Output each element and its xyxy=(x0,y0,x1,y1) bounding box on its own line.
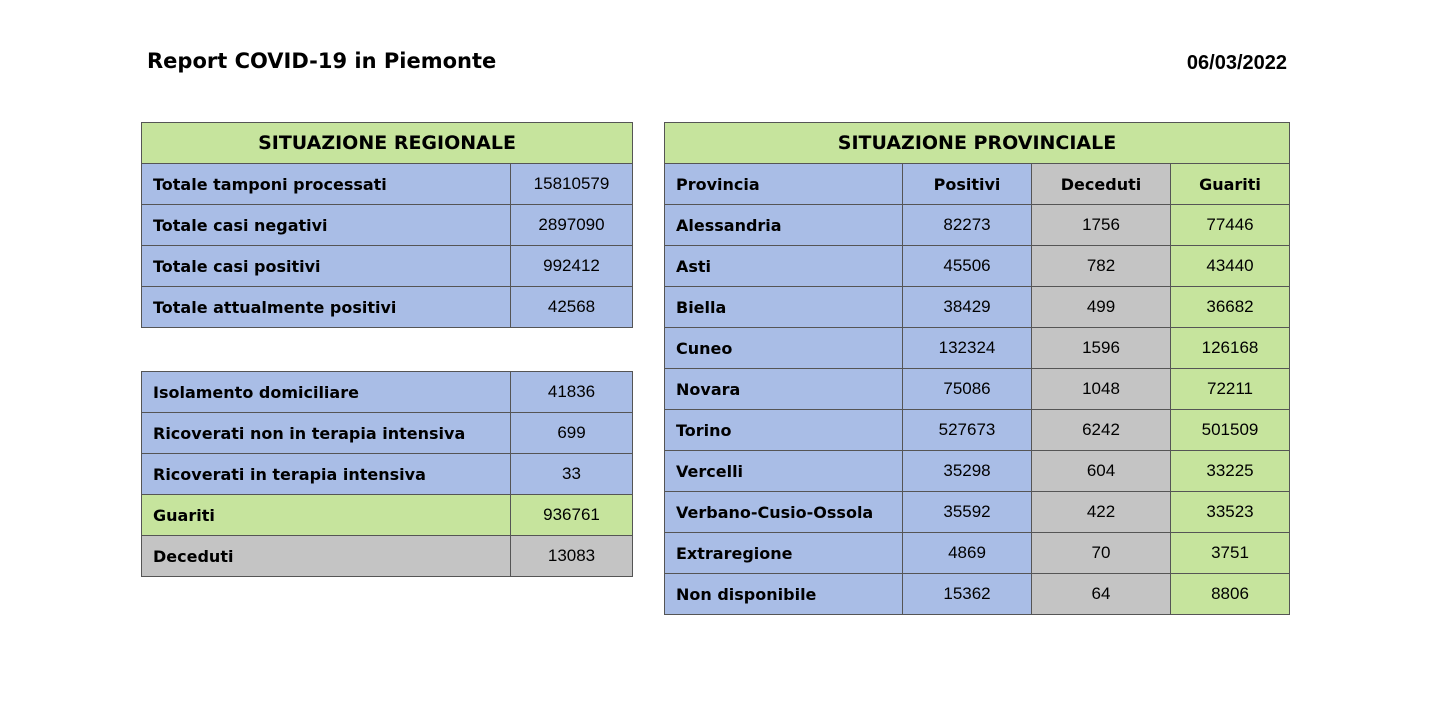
province-name: Asti xyxy=(665,246,903,287)
province-guariti: 501509 xyxy=(1171,410,1290,451)
province-name: Alessandria xyxy=(665,205,903,246)
province-name: Vercelli xyxy=(665,451,903,492)
province-deceduti: 64 xyxy=(1032,574,1171,615)
province-deceduti: 604 xyxy=(1032,451,1171,492)
province-name: Torino xyxy=(665,410,903,451)
province-positivi: 38429 xyxy=(903,287,1032,328)
province-deceduti: 6242 xyxy=(1032,410,1171,451)
column-header-guariti: Guariti xyxy=(1171,164,1290,205)
row-value: 33 xyxy=(511,454,633,495)
province-positivi: 15362 xyxy=(903,574,1032,615)
table-row xyxy=(665,246,1290,287)
provincial-table-title: SITUAZIONE PROVINCIALE xyxy=(665,123,1290,164)
table-row xyxy=(142,246,633,287)
table-row xyxy=(142,372,633,413)
column-header-row xyxy=(665,164,1290,205)
province-deceduti: 782 xyxy=(1032,246,1171,287)
row-value: 13083 xyxy=(511,536,633,577)
provincial-title-row xyxy=(665,123,1290,164)
province-name: Cuneo xyxy=(665,328,903,369)
province-deceduti: 422 xyxy=(1032,492,1171,533)
table-row xyxy=(665,410,1290,451)
row-label: Guariti xyxy=(142,495,511,536)
row-label: Isolamento domiciliare xyxy=(142,372,511,413)
regional-detail-table xyxy=(141,371,633,577)
regional-table-title: SITUAZIONE REGIONALE xyxy=(142,123,633,164)
table-row xyxy=(665,533,1290,574)
row-label: Ricoverati in terapia intensiva xyxy=(142,454,511,495)
row-value: 42568 xyxy=(511,287,633,328)
provincial-table xyxy=(664,122,1290,615)
table-row xyxy=(142,164,633,205)
province-guariti: 36682 xyxy=(1171,287,1290,328)
province-guariti: 33225 xyxy=(1171,451,1290,492)
table-row xyxy=(665,574,1290,615)
province-guariti: 8806 xyxy=(1171,574,1290,615)
province-name: Biella xyxy=(665,287,903,328)
province-deceduti: 1596 xyxy=(1032,328,1171,369)
province-positivi: 132324 xyxy=(903,328,1032,369)
table-row xyxy=(665,492,1290,533)
table-row xyxy=(142,287,633,328)
row-label: Totale casi positivi xyxy=(142,246,511,287)
table-row xyxy=(665,205,1290,246)
province-deceduti: 499 xyxy=(1032,287,1171,328)
province-positivi: 35298 xyxy=(903,451,1032,492)
province-guariti: 77446 xyxy=(1171,205,1290,246)
row-label: Ricoverati non in terapia intensiva xyxy=(142,413,511,454)
row-label: Deceduti xyxy=(142,536,511,577)
province-deceduti: 1048 xyxy=(1032,369,1171,410)
row-label: Totale tamponi processati xyxy=(142,164,511,205)
table-row xyxy=(665,369,1290,410)
province-guariti: 3751 xyxy=(1171,533,1290,574)
table-row xyxy=(665,328,1290,369)
row-value: 2897090 xyxy=(511,205,633,246)
column-header-positivi: Positivi xyxy=(903,164,1032,205)
regional-summary-table xyxy=(141,122,633,328)
table-row xyxy=(142,536,633,577)
province-positivi: 4869 xyxy=(903,533,1032,574)
province-guariti: 33523 xyxy=(1171,492,1290,533)
table-row xyxy=(665,287,1290,328)
table-row xyxy=(665,451,1290,492)
province-positivi: 527673 xyxy=(903,410,1032,451)
province-guariti: 126168 xyxy=(1171,328,1290,369)
report-date: 06/03/2022 xyxy=(1186,52,1287,74)
row-label: Totale casi negativi xyxy=(142,205,511,246)
table-row xyxy=(142,454,633,495)
regional-title-row xyxy=(142,123,633,164)
row-value: 41836 xyxy=(511,372,633,413)
province-name: Non disponibile xyxy=(665,574,903,615)
row-value: 992412 xyxy=(511,246,633,287)
column-header-provincia: Provincia xyxy=(665,164,903,205)
province-positivi: 82273 xyxy=(903,205,1032,246)
table-row xyxy=(142,495,633,536)
table-row xyxy=(142,413,633,454)
province-name: Extraregione xyxy=(665,533,903,574)
province-positivi: 35592 xyxy=(903,492,1032,533)
province-deceduti: 1756 xyxy=(1032,205,1171,246)
province-deceduti: 70 xyxy=(1032,533,1171,574)
province-guariti: 72211 xyxy=(1171,369,1290,410)
province-positivi: 75086 xyxy=(903,369,1032,410)
province-name: Novara xyxy=(665,369,903,410)
province-positivi: 45506 xyxy=(903,246,1032,287)
row-value: 699 xyxy=(511,413,633,454)
column-header-deceduti: Deceduti xyxy=(1032,164,1171,205)
row-label: Totale attualmente positivi xyxy=(142,287,511,328)
table-row xyxy=(142,205,633,246)
provincial-table-body xyxy=(665,205,1290,615)
row-value: 936761 xyxy=(511,495,633,536)
row-value: 15810579 xyxy=(511,164,633,205)
report-title: Report COVID-19 in Piemonte xyxy=(147,49,497,73)
province-guariti: 43440 xyxy=(1171,246,1290,287)
province-name: Verbano-Cusio-Ossola xyxy=(665,492,903,533)
